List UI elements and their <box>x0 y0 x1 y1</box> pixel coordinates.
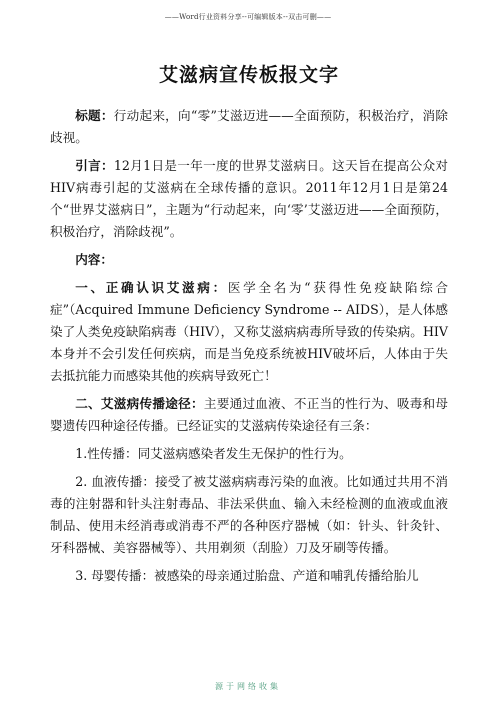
headline-label: 标题： <box>75 108 114 123</box>
intro-text: 12月1日是一年一度的世界艾滋病日。这天旨在提高公众对HIV病毒引起的艾滋病在全球传播的意识。2011年12月1日是第24个“世界艾滋病日”，主题为“行动起来，向‘零’艾滋迈进——全面预防，积极治疗，消除歧视”。 <box>50 158 448 239</box>
content-label: 内容： <box>75 252 113 267</box>
part2-text: 主要通过血液、不正当的性行为、吸毒和母婴遗传四种途径传播。已经证实的艾滋病传染途径有三条： <box>50 396 449 433</box>
part1-paragraph <box>50 277 448 387</box>
part2-paragraph <box>50 393 448 437</box>
part1-label: 一、正确认识艾滋病： <box>75 280 228 295</box>
document-title: 艾滋病宣传板报文字 <box>158 64 339 86</box>
list-item: 2. 血液传播：接受了被艾滋病病毒污染的血液。比如通过共用不消毒的注射器和针头注射毒品、非法采供血、输入未经检测的血液或血液制品、使用未经消毒或消毒不严的各种医疗器械（如：针头、针灸针、牙科器械、美容器械等）、共用剃须（刮脸）刀及牙刷等传播。 <box>50 474 448 555</box>
content-label-paragraph <box>50 249 448 271</box>
headline-paragraph <box>50 105 448 149</box>
list-item: 3. 母婴传播：被感染的母亲通过胎盘、产道和哺乳传播给胎儿 <box>75 568 419 583</box>
list-item: 1.性传播：同艾滋病感染者发生无保护的性行为。 <box>75 446 352 461</box>
document-body <box>50 60 448 593</box>
intro-label: 引言： <box>75 158 114 173</box>
part2-label: 二、艾滋病传播途径： <box>75 396 204 411</box>
intro-paragraph <box>50 155 448 243</box>
part1-text: 医学全名为“获得性免疫缺陷综合症”（Acquired Immune Deficiency Syndrome -- AIDS），是人体感染了人类免疫缺陷病毒（HIV），又称艾滋病病毒所导致的传染病。HIV本身并不会引发任何疾病，而是当免疫系统被HIV破坏后，人体由于失去抵抗能力而感染其他的疾病导致死亡！ <box>50 280 449 383</box>
page-header: ——Word行业资料分享--可编辑版本--双击可删—— <box>164 13 332 21</box>
page-footer: 源于网络收集 <box>215 682 281 691</box>
headline-text: 行动起来，向“零”艾滋迈进——全面预防，积极治疗，消除歧视。 <box>50 108 449 145</box>
